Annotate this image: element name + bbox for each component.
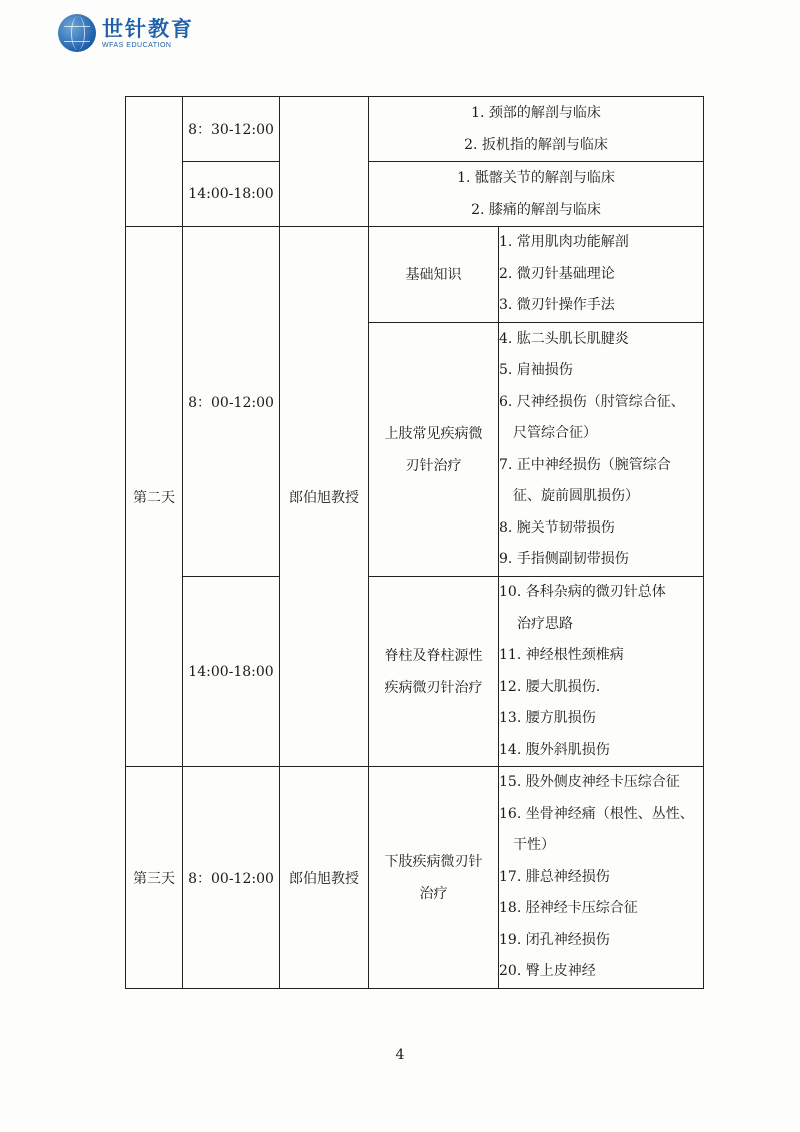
list-item: 尺管综合征）: [513, 425, 597, 441]
logo-chinese: 世针教育: [102, 17, 194, 41]
table-row: [126, 97, 704, 162]
day-label: 第二天: [126, 227, 183, 767]
session-content: [369, 97, 704, 162]
time-cell: 8：00-12:00: [183, 227, 280, 577]
time-cell: 8：00-12:00: [183, 767, 280, 989]
topic-cell: [369, 577, 499, 767]
topic-cell: [369, 323, 499, 577]
wfas-logo: [58, 14, 194, 52]
schedule-table: [125, 96, 704, 989]
list-item: 征、旋前圆肌损伤）: [513, 488, 639, 504]
day-label: 第三天: [126, 767, 183, 989]
list-item: 19. 闭孔神经损伤: [499, 931, 610, 948]
topic-cell: [369, 767, 499, 989]
list-item: 3. 微刃针操作手法: [499, 297, 615, 314]
topic-cell: 基础知识: [369, 227, 499, 323]
topic-line: 下肢疾病微刃针: [384, 853, 483, 870]
page-number: 4: [395, 1047, 405, 1063]
table-row: [126, 577, 704, 767]
list-item: 14. 腹外斜肌损伤: [499, 741, 610, 758]
logo-english: WFAS EDUCATION: [102, 42, 172, 49]
list-item: 2. 扳机指的解剖与临床: [464, 137, 608, 153]
time-cell: 8：30-12:00: [183, 97, 280, 162]
list-item: 11. 神经根性颈椎病: [499, 647, 624, 663]
topic-line: 上肢常见疾病微: [384, 425, 483, 442]
list-item: 1. 骶髂关节的解剖与临床: [457, 170, 615, 186]
items-cell: [499, 227, 704, 323]
topic-line: 脊柱及脊柱源性: [384, 647, 483, 664]
list-item: 7. 正中神经损伤（腕管综合: [499, 456, 671, 473]
teacher-cell: 郎伯旭教授: [280, 767, 369, 989]
topic-line: 疾病微刃针治疗: [384, 679, 483, 696]
items-cell: [499, 767, 704, 989]
list-item: 2. 膝痛的解剖与临床: [471, 202, 601, 218]
globe-icon: [58, 14, 96, 52]
time-cell: 14:00-18:00: [183, 577, 280, 767]
list-item: 2. 微刃针基础理论: [499, 265, 615, 282]
list-item: 16. 坐骨神经痛（根性、丛性、: [499, 805, 694, 822]
items-cell: [499, 323, 704, 577]
list-item: 9. 手指侧副韧带损伤: [499, 551, 629, 567]
items-cell: [499, 577, 704, 767]
table-row: [126, 162, 704, 227]
list-item: 18. 胫神经卡压综合征: [499, 900, 638, 917]
list-item: 10. 各科杂病的微刃针总体: [499, 584, 666, 600]
teacher-cell: 郎伯旭教授: [280, 227, 369, 767]
table-row: [126, 227, 704, 323]
list-item: 4. 肱二头肌长肌腱炎: [499, 330, 629, 347]
list-item: 13. 腰方肌损伤: [499, 710, 596, 726]
list-item: 治疗思路: [517, 615, 573, 632]
list-item: 8. 腕关节韧带损伤: [499, 519, 615, 536]
logo-text: [102, 17, 194, 49]
list-item: 1. 颈部的解剖与临床: [471, 105, 601, 121]
list-item: 干性）: [513, 837, 555, 854]
day-cell: [126, 97, 183, 227]
list-item: 1. 常用肌肉功能解剖: [499, 234, 629, 251]
table-row: [126, 767, 704, 989]
list-item: 5. 肩袖损伤: [499, 362, 573, 378]
list-item: 20. 臀上皮神经: [499, 963, 596, 980]
list-item: 17. 腓总神经损伤: [499, 868, 610, 885]
time-cell: 14:00-18:00: [183, 162, 280, 227]
topic-line: 刃针治疗: [405, 457, 462, 474]
session-content: [369, 162, 704, 227]
list-item: 15. 股外侧皮神经卡压综合征: [499, 774, 680, 791]
list-item: 12. 腰大肌损伤.: [499, 678, 601, 695]
topic-line: 治疗: [419, 885, 448, 902]
teacher-cell: [280, 97, 369, 227]
list-item: 6. 尺神经损伤（肘管综合征、: [499, 393, 685, 410]
